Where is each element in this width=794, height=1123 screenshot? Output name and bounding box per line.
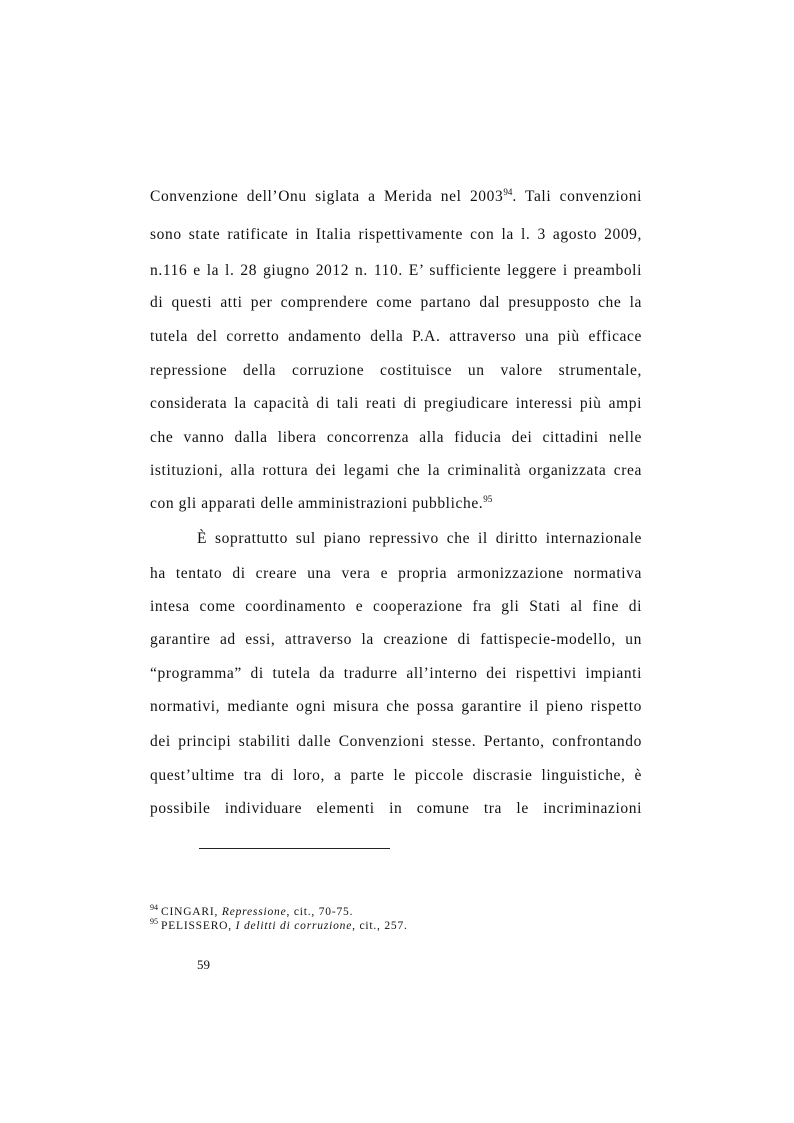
body-line: ha tentato di creare una vera e propria armonizzazione normativa xyxy=(150,565,642,582)
body-line: con gli apparati delle amministrazioni pubbliche.$^{95}$ xyxy=(150,493,493,512)
footnote: $^{95}$ PELISSERO, I delitti di corruzione, cit., 257. xyxy=(150,917,408,932)
body-line: tutela del corretto andamento della P.A. attraverso una più efficace xyxy=(150,328,642,345)
footnote-number: 94 xyxy=(150,903,158,913)
body-line: intesa come coordinamento e cooperazione fra gli Stati al fine di xyxy=(150,598,642,615)
body-line: Convenzione dell’Onu siglata a Merida nel 2003$^{94}$. Tali convenzioni xyxy=(150,186,642,205)
body-line: istituzioni, alla rottura dei legami che la criminalità organizzata crea xyxy=(150,462,642,479)
footnote: $^{94}$ CINGARI, Repressione, cit., 70-75. xyxy=(150,903,354,918)
body-line: quest’ultime tra di loro, a parte le piccole discrasie linguistiche, è xyxy=(150,767,642,784)
body-line: n.116 e la l. 28 giugno 2012 n. 110. E’ sufficiente leggere i preamboli xyxy=(150,262,642,279)
body-line: possibile individuare elementi in comune tra le incriminazioni xyxy=(150,800,642,817)
footnote-ref[interactable]: 95 xyxy=(483,493,493,504)
body-line: È soprattutto sul piano repressivo che il diritto internazionale xyxy=(197,530,642,547)
footnote-separator xyxy=(199,848,390,849)
body-line: garantire ad essi, attraverso la creazione di fattispecie-modello, un xyxy=(150,631,642,648)
body-line: che vanno dalla libera concorrenza alla fiducia dei cittadini nelle xyxy=(150,429,642,446)
footnote-ref[interactable]: 94 xyxy=(503,186,513,197)
page-number: 59 xyxy=(197,957,210,972)
body-line: dei principi stabiliti dalle Convenzioni stesse. Pertanto, confrontando xyxy=(150,733,642,750)
body-line: “programma” di tutela da tradurre all’interno dei rispettivi impianti xyxy=(150,665,642,682)
body-line: repressione della corruzione costituisce un valore strumentale, xyxy=(150,362,642,379)
footnote-number: 95 xyxy=(150,917,158,927)
body-line: di questi atti per comprendere come partano dal presupposto che la xyxy=(150,294,642,311)
body-line: sono state ratificate in Italia rispettivamente con la l. 3 agosto 2009, xyxy=(150,226,642,243)
body-line: considerata la capacità di tali reati di pregiudicare interessi più ampi xyxy=(150,395,642,412)
body-line: normativi, mediante ogni misura che possa garantire il pieno rispetto xyxy=(150,698,642,715)
